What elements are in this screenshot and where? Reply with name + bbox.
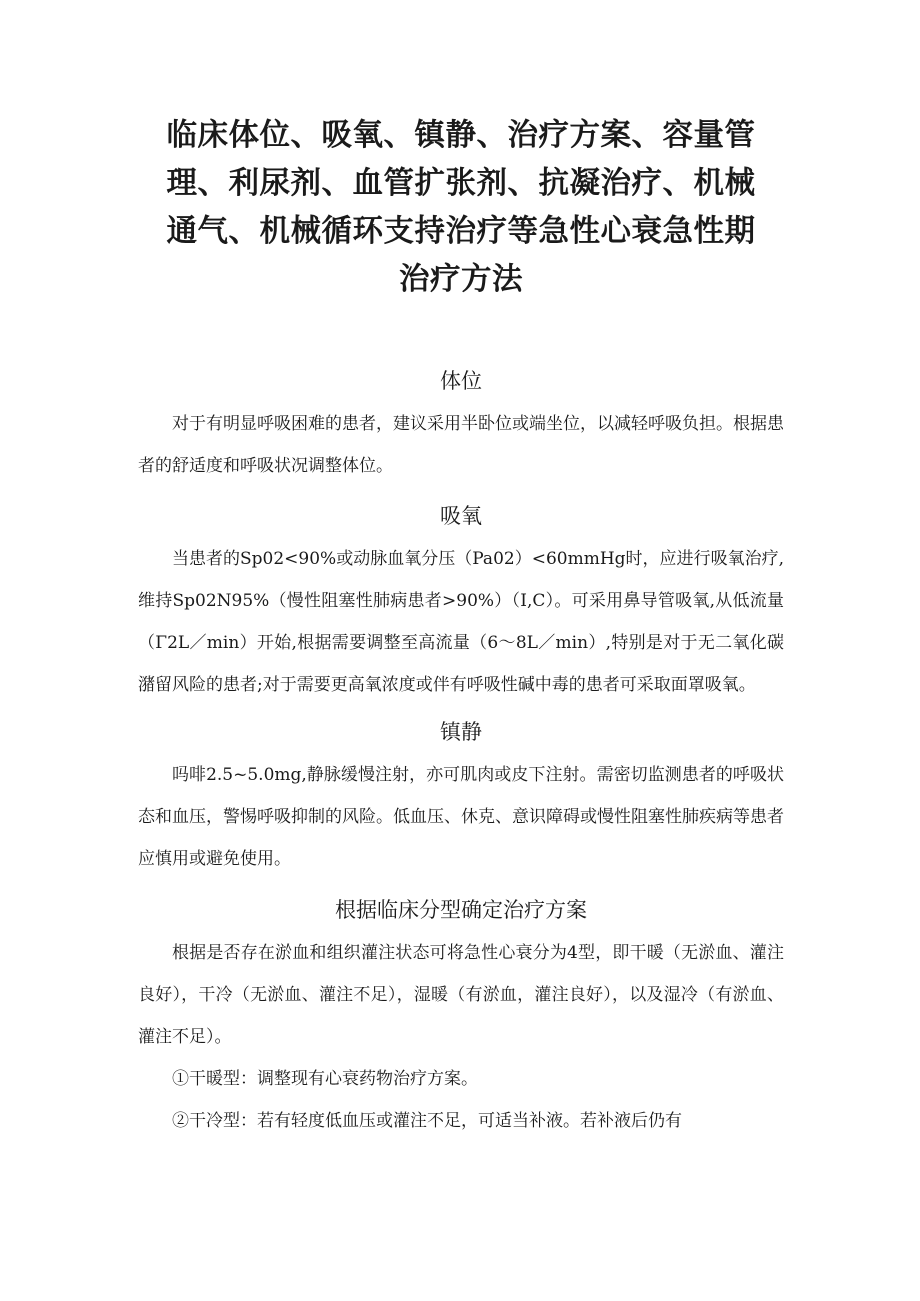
treatment-plan-paragraph-dry-warm: ①干暖型：调整现有心衰药物治疗方案。 [172, 1069, 478, 1089]
section-heading-oxygen: 吸氧 [440, 504, 482, 528]
section-sedation [138, 718, 784, 880]
section-heading-treatment-plan: 根据临床分型确定治疗方案 [335, 898, 587, 922]
document-title-line-2: 理、利尿剂、血管扩张剂、抗凝治疗、机械 [166, 166, 756, 201]
document-title-line-3: 通气、机械循环支持治疗等急性心衰急性期 [166, 214, 756, 249]
document-title [138, 112, 784, 304]
position-paragraph: 对于有明显呼吸困难的患者，建议采用半卧位或端坐位，以减轻呼吸负担。根据患者的舒适度和呼吸状况调整体位。 [138, 414, 784, 476]
document-title-line-4: 治疗方法 [399, 262, 523, 297]
section-heading-position: 体位 [440, 369, 482, 393]
section-treatment-plan [138, 896, 784, 1142]
document-title-line-1: 临床体位、吸氧、镇静、治疗方案、容量管 [166, 118, 756, 153]
section-heading-sedation: 镇静 [440, 720, 482, 744]
section-position [138, 367, 784, 487]
treatment-plan-paragraph-dry-cold: ②干冷型：若有轻度低血压或灌注不足，可适当补液。若补液后仍有 [172, 1111, 682, 1131]
sedation-paragraph: 吗啡2.5~5.0mg,静脉缓慢注射，亦可肌肉或皮下注射。需密切监测患者的呼吸状态和血压，警惕呼吸抑制的风险。低血压、休克、意识障碍或慢性阻塞性肺疾病等患者应慎用或避免使用。 [138, 765, 784, 869]
section-oxygen [138, 502, 784, 706]
oxygen-paragraph: 当患者的Sp02<90%或动脉血氧分压（Pa02）<60mmHg时，应进行吸氧治疗,维持Sp02N95%（慢性阻塞性肺病患者>90%）（I,C）。可采用鼻导管吸氧,从低流量（Γ2L／min）开始,根据需要调整至高流量（6～8L／min）,特别是对于无二氧化碳潴留风险的患者;对于需要更高氧浓度或伴有呼吸性碱中毒的患者可采取面罩吸氧。 [138, 549, 784, 695]
treatment-plan-paragraph-classification: 根据是否存在淤血和组织灌注状态可将急性心衰分为4型，即干暖（无淤血、灌注良好），干冷（无淤血、灌注不足），湿暖（有淤血，灌注良好），以及湿冷（有淤血、灌注不足）。 [138, 943, 784, 1047]
